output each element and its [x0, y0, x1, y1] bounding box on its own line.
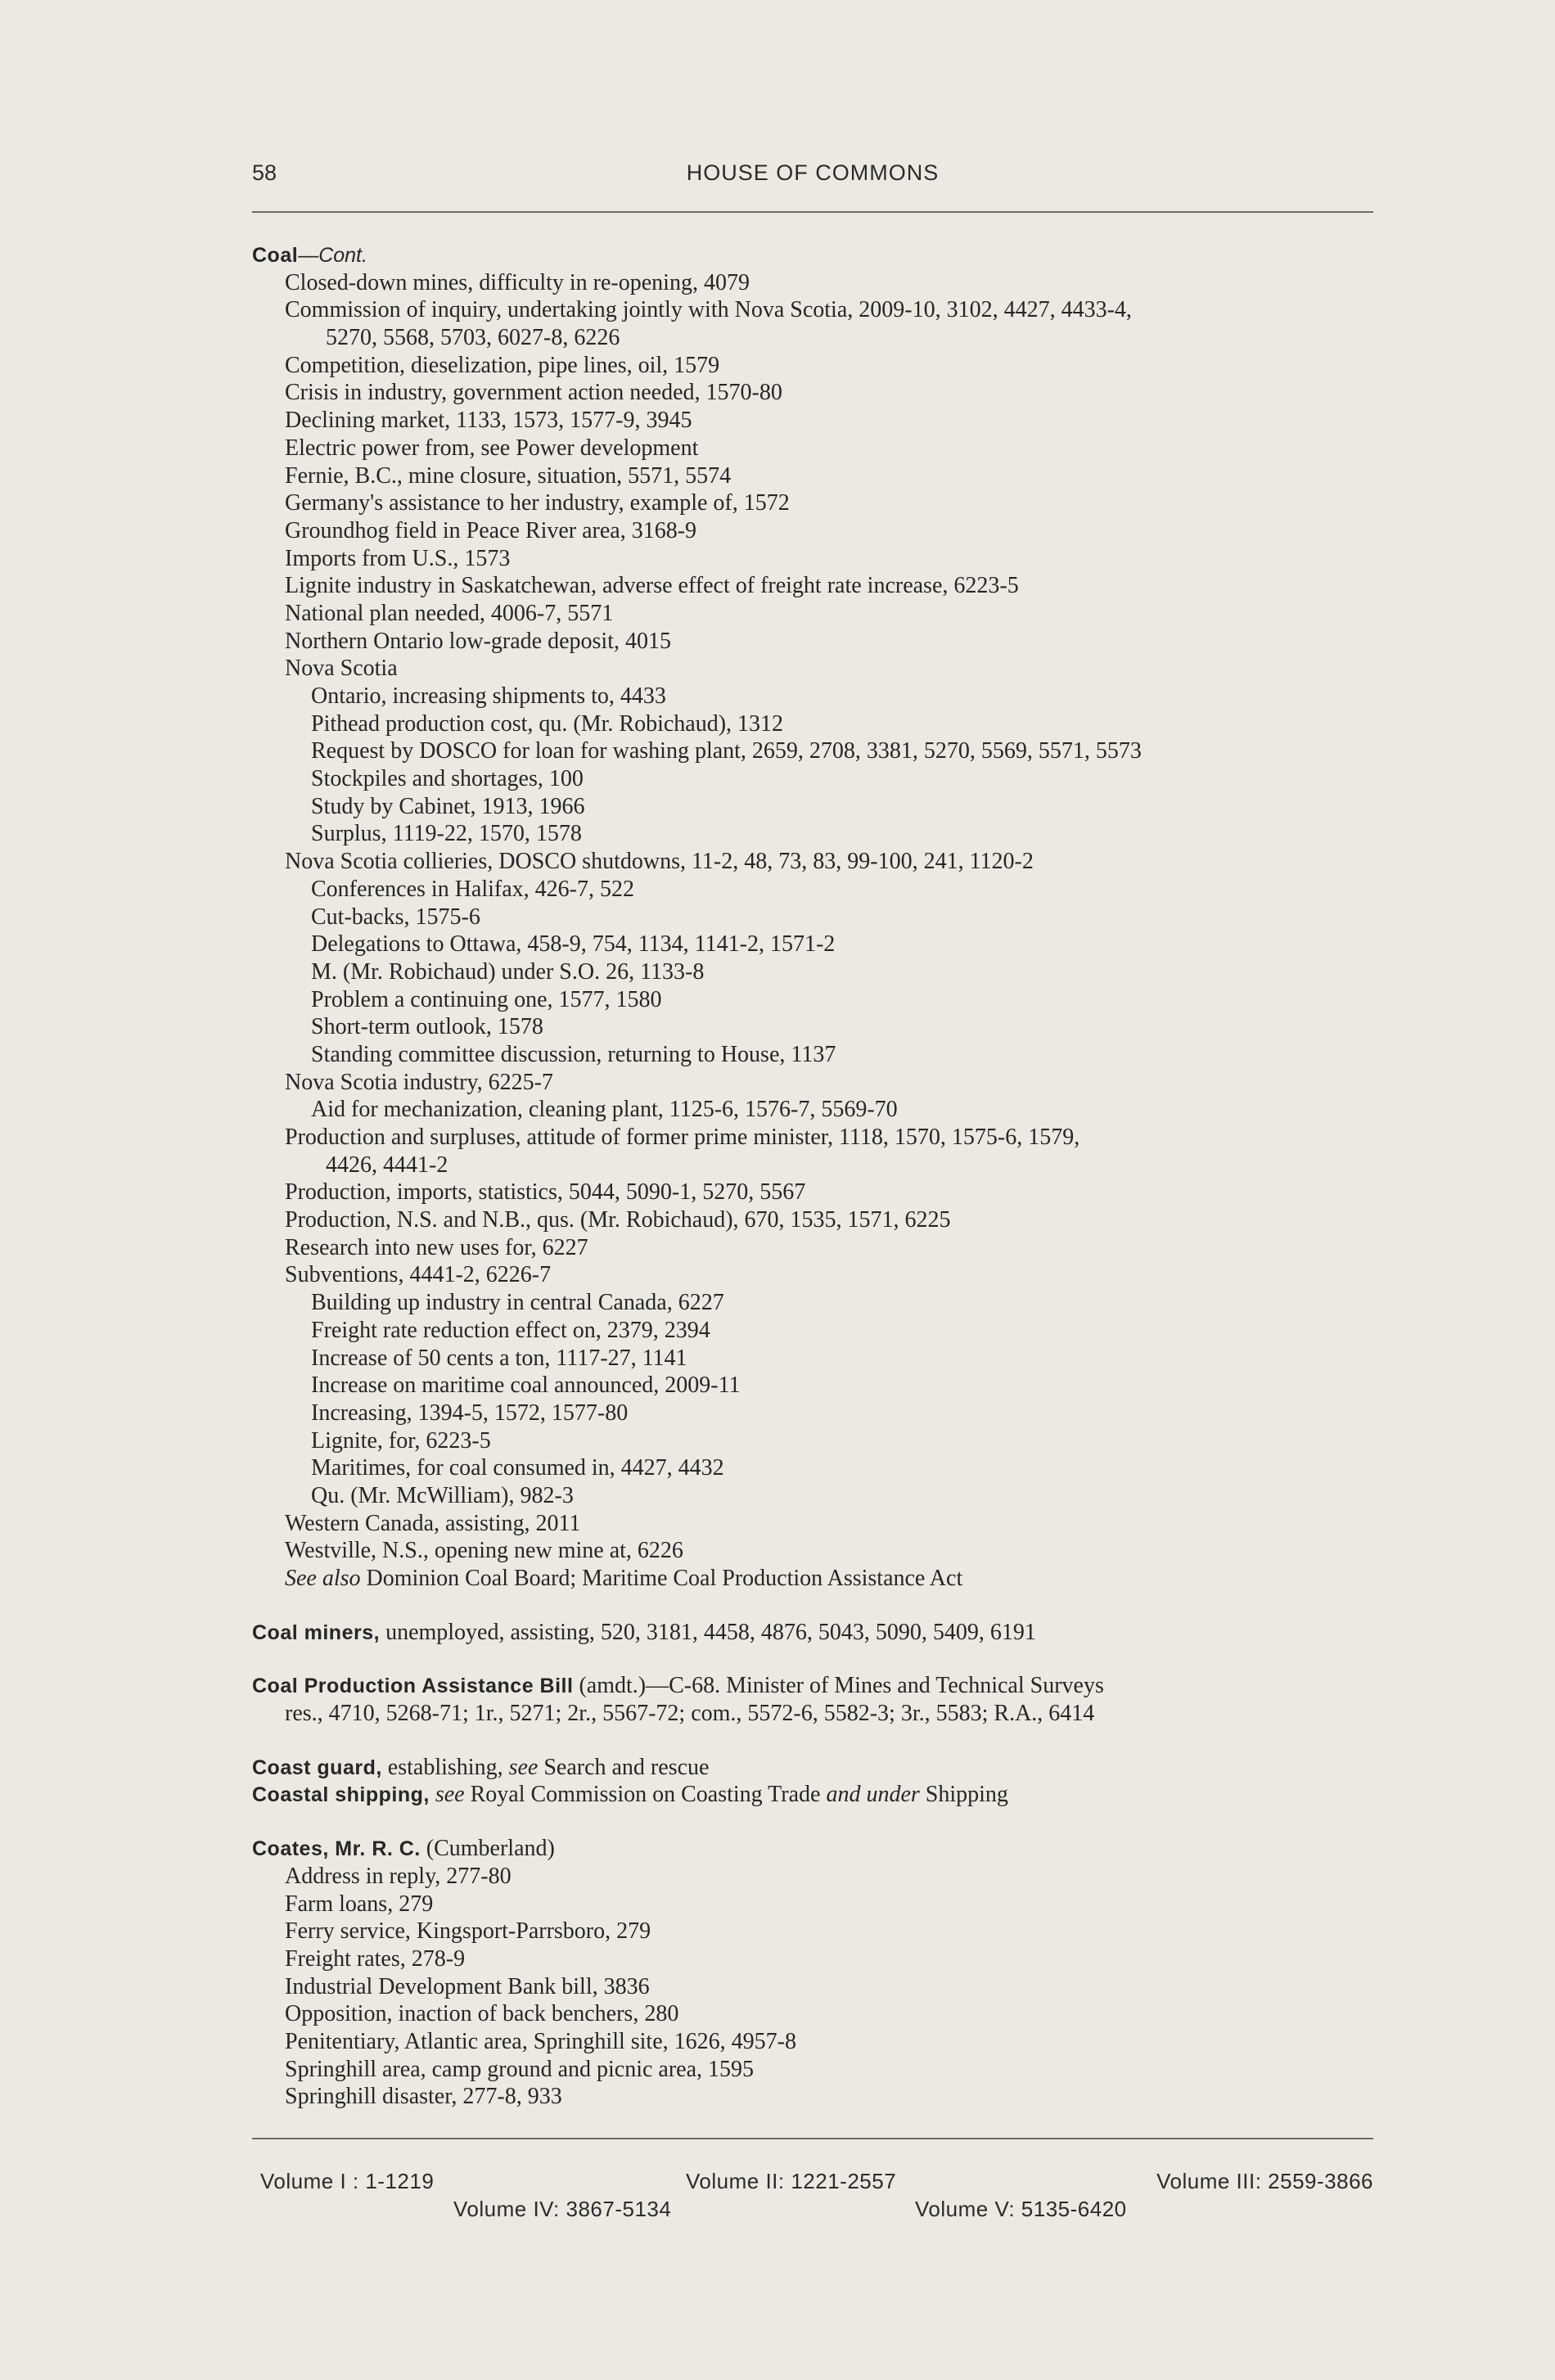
index-entry: Imports from U.S., 1573 — [285, 545, 511, 571]
index-subentry: Study by Cabinet, 1913, 1966 — [311, 793, 585, 819]
running-title: HOUSE OF COMMONS — [686, 160, 940, 185]
index-entry: Production, imports, statistics, 5044, 5090-1, 5270, 5567 — [285, 1179, 806, 1206]
index-subentry: Request by DOSCO for loan for washing plant, 2659, 2708, 3381, 5270, 5569, 5571, 5573 — [311, 738, 1142, 764]
index-entry-continuation: 4426, 4441-2 — [326, 1152, 448, 1178]
index-entry: Farm loans, 279 — [285, 1891, 434, 1917]
index-entry: Penitentiary, Atlantic area, Springhill site, 1626, 4957-8 — [285, 2028, 796, 2054]
volume-4: Volume IV: 3867-5134 — [453, 2197, 672, 2221]
volume-footer — [252, 2169, 1373, 2224]
index-entry: Closed-down mines, difficulty in re-opening, 4079 — [285, 269, 750, 295]
index-entry: Competition, dieselization, pipe lines, oil, 1579 — [285, 352, 720, 378]
index-subentry: Lignite, for, 6223-5 — [311, 1427, 491, 1454]
index-subentry: Increasing, 1394-5, 1572, 1577-80 — [311, 1400, 629, 1426]
index-entry: Freight rates, 278-9 — [285, 1945, 466, 1972]
index-subentry: Qu. (Mr. McWilliam), 982-3 — [311, 1482, 574, 1508]
index-subentry: Ontario, increasing shipments to, 4433 — [311, 683, 666, 709]
coal-see-also: See also Dominion Coal Board; Maritime Coal Production Assistance Act — [285, 1566, 963, 1591]
index-entry: Commission of inquiry, undertaking jointly with Nova Scotia, 2009-10, 3102, 4427, 4433-4, — [285, 297, 1132, 323]
coal-miners-entry: Coal miners, unemployed, assisting, 520, 3181, 4458, 4876, 5043, 5090, 5409, 6191 — [252, 1619, 1036, 1645]
coal-production-cont: res., 4710, 5268-71; 1r., 5271; 2r., 5567-72; com., 5572-6, 5582-3; 3r., 5583; R.A., 6414 — [285, 1701, 1095, 1727]
index-entry: Springhill area, camp ground and picnic area, 1595 — [285, 2056, 755, 2082]
coal-entries — [252, 269, 1390, 1565]
index-entry: Nova Scotia collieries, DOSCO shutdowns, 11-2, 48, 73, 83, 99-100, 241, 1120-2 — [285, 849, 1034, 875]
index-entry: Electric power from, see Power development — [285, 435, 699, 461]
index-entry: Research into new uses for, 6227 — [285, 1234, 588, 1260]
index-subentry: Stockpiles and shortages, 100 — [311, 766, 584, 792]
volume-5: Volume V: 5135-6420 — [915, 2197, 1127, 2221]
index-subentry: Standing committee discussion, returning to House, 1137 — [311, 1041, 836, 1067]
index-entry: Crisis in industry, government action needed, 1570-80 — [285, 380, 782, 406]
index-subentry: Conferences in Halifax, 426-7, 522 — [311, 876, 634, 902]
index-entry: Declining market, 1133, 1573, 1577-9, 3945 — [285, 408, 692, 434]
header-rule — [252, 211, 1373, 213]
index-entry: Lignite industry in Saskatchewan, adverse effect of freight rate increase, 6223-5 — [285, 573, 1019, 599]
index-subentry: Maritimes, for coal consumed in, 4427, 4432 — [311, 1455, 724, 1481]
index-subentry: Pithead production cost, qu. (Mr. Robichaud), 1312 — [311, 710, 784, 737]
index-subentry: Problem a continuing one, 1577, 1580 — [311, 986, 662, 1012]
index-subentry: Increase on maritime coal announced, 2009-11 — [311, 1373, 741, 1399]
index-entry: Production and surpluses, attitude of former prime minister, 1118, 1570, 1575-6, 1579, — [285, 1125, 1080, 1150]
volume-3: Volume III: 2559-3866 — [1156, 2169, 1373, 2193]
index-content — [252, 241, 1390, 2111]
index-entry: Fernie, B.C., mine closure, situation, 5571, 5574 — [285, 462, 732, 489]
index-entry: Industrial Development Bank bill, 3836 — [285, 1973, 650, 1999]
coates-heading: Coates, Mr. R. C. (Cumberland) — [252, 1836, 555, 1862]
index-subentry: Short-term outlook, 1578 — [311, 1014, 543, 1040]
index-entry: Nova Scotia industry, 6225-7 — [285, 1069, 553, 1095]
coal-production-entry: Coal Production Assistance Bill (amdt.)—C-68. Minister of Mines and Technical Surveys — [252, 1673, 1104, 1699]
coastal-shipping-entry: Coastal shipping, see Royal Commission on Coasting Trade and under Shipping — [252, 1782, 1008, 1808]
index-entry: Westville, N.S., opening new mine at, 6226 — [285, 1538, 683, 1564]
page-number: 58 — [252, 160, 277, 185]
coast-guard-entry: Coast guard, establishing, see Search and rescue — [252, 1754, 710, 1780]
volume-1: Volume I : 1-1219 — [260, 2169, 435, 2193]
index-subentry: Increase of 50 cents a ton, 1117-27, 1141 — [311, 1345, 687, 1371]
index-entry: Western Canada, assisting, 2011 — [285, 1510, 581, 1536]
index-subentry: Building up industry in central Canada, 6227 — [311, 1290, 724, 1316]
coates-entries — [252, 1863, 1390, 2111]
index-entry: Ferry service, Kingsport-Parrsboro, 279 — [285, 1918, 651, 1945]
index-entry: Germany's assistance to her industry, example of, 1572 — [285, 490, 790, 516]
index-entry: Opposition, inaction of back benchers, 280 — [285, 2001, 679, 2027]
index-entry: Production, N.S. and N.B., qus. (Mr. Robichaud), 670, 1535, 1571, 6225 — [285, 1207, 951, 1233]
index-entry: Subventions, 4441-2, 6226-7 — [285, 1262, 552, 1288]
index-entry: Nova Scotia — [285, 656, 398, 682]
index-entry: Address in reply, 277-80 — [285, 1863, 512, 1889]
page-header — [252, 160, 1373, 196]
coal-heading: Coal—Cont. — [252, 244, 367, 267]
volume-2: Volume II: 1221-2557 — [686, 2169, 897, 2193]
index-subentry: Cut-backs, 1575-6 — [311, 904, 480, 930]
index-subentry: Aid for mechanization, cleaning plant, 1125-6, 1576-7, 5569-70 — [311, 1097, 898, 1123]
index-subentry: Freight rate reduction effect on, 2379, 2394 — [311, 1317, 710, 1343]
index-entry-continuation: 5270, 5568, 5703, 6027-8, 6226 — [326, 325, 620, 351]
index-entry: National plan needed, 4006-7, 5571 — [285, 600, 614, 626]
index-subentry: Surplus, 1119-22, 1570, 1578 — [311, 821, 582, 847]
index-subentry: Delegations to Ottawa, 458-9, 754, 1134, 1141-2, 1571-2 — [311, 931, 836, 958]
index-entry: Springhill disaster, 277-8, 933 — [285, 2084, 562, 2110]
index-entry: Northern Ontario low-grade deposit, 4015 — [285, 628, 671, 654]
footer-rule — [252, 2138, 1373, 2139]
index-entry: Groundhog field in Peace River area, 3168-9 — [285, 517, 697, 543]
index-subentry: M. (Mr. Robichaud) under S.O. 26, 1133-8 — [311, 958, 705, 985]
